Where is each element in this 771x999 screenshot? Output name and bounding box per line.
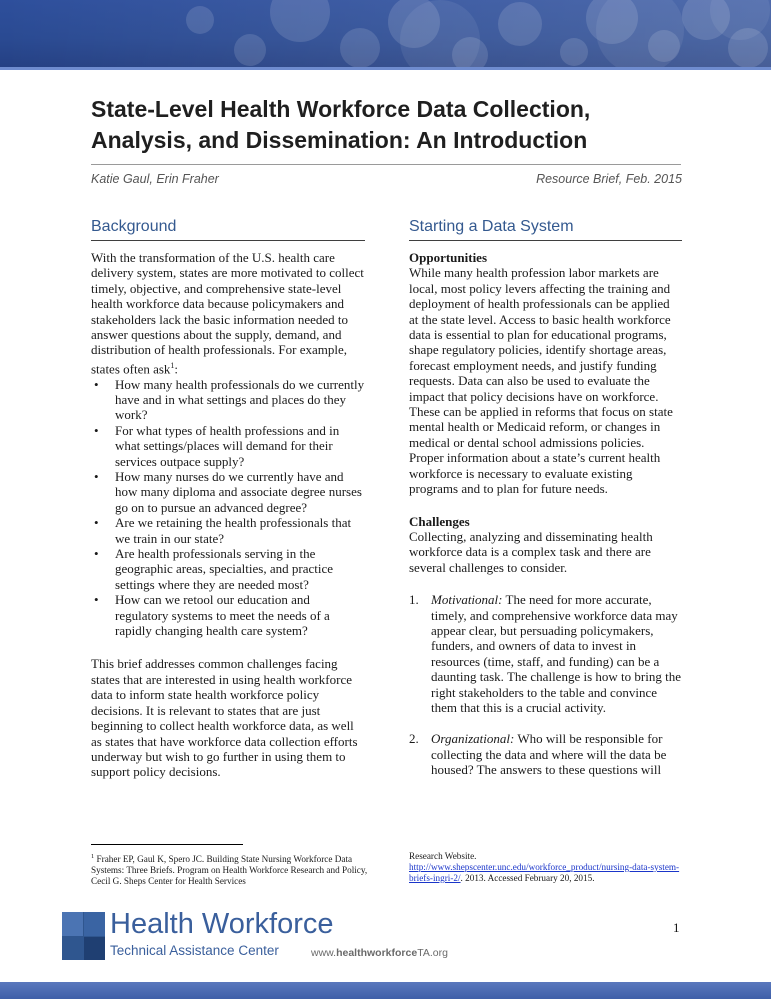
background-heading-rule (91, 240, 365, 241)
document-title (91, 94, 691, 156)
footnote-ref[interactable]: 1 (170, 360, 175, 370)
starting-heading-rule (409, 240, 682, 241)
list-item: • How many nurses do we currently have and how many diploma and associate degree nurses go on to pursue an advanced degree? (94, 469, 362, 515)
list-item: • How many health professionals do we currently have and in what settings and places do they work? (94, 376, 365, 423)
authors: Katie Gaul, Erin Fraher (91, 172, 219, 186)
footer-url[interactable]: www.healthworkforceTA.org (311, 947, 448, 959)
title-line-1: State-Level Health Workforce Data Collection, (91, 96, 591, 122)
opportunities-heading: Opportunities (409, 250, 488, 265)
challenges-heading: Challenges (409, 513, 470, 529)
list-item: • How can we retool our education and regulatory systems to meet the needs of a rapidly changing health care system? (94, 592, 330, 639)
footnote-separator (91, 844, 243, 845)
footnote-link[interactable]: http://www.shepscenter.unc.edu/workforce_product/nursing-data-system-briefs-ingri-2/ (409, 862, 680, 883)
list-item: • For what types of health professions and in what settings/places will demand for their services outpace supply? (94, 422, 340, 469)
bullet-icon: • (94, 422, 99, 438)
brief-info: Resource Brief, Feb. 2015 (536, 172, 682, 186)
challenge-label: Motivational: (431, 592, 503, 608)
opportunities-text: While many health profession labor markets are local, most policy levers affecting the training and deployment of health professionals can be applied at the state level. Access to basic health workforce data is essential to plan for educational programs, shape regulatory policies, identify shortage areas, forecast employment needs, and justify funding requests. Data can also be used to evaluate the impact that policy decisions have on workforce. These can be applied in reforms that focus on state mental health or Medicaid reform, or changes in medical or dental school admissions policies. Proper information about a state’s current health workforce is necessary to evaluate existing programs and to plan for future needs. (409, 265, 673, 497)
background-question-list (91, 377, 365, 639)
logo-subtitle: Technical Assistance Center (110, 943, 279, 958)
challenge-text: Who will be responsible for collecting the data and where will the data be housed? The answers to these questions will (431, 731, 667, 778)
bullet-icon: • (94, 376, 99, 392)
bullet-icon: • (94, 546, 99, 562)
starting-column (409, 250, 681, 778)
background-intro: With the transformation of the U.S. health care delivery system, states are more motivated to collect timely, objective, and comprehensive state-level health workforce data because policymakers and stakeholders lack the basic information needed to answer questions about the supply, demand, and distribution of health professionals. For example, states often ask$^1$: (91, 250, 364, 377)
bullet-icon: • (94, 469, 99, 485)
title-rule (91, 164, 681, 165)
header-banner (0, 0, 771, 70)
list-number: 1. (409, 592, 419, 608)
page-number: 1 (673, 920, 680, 935)
background-column (91, 250, 365, 780)
background-closing: This brief addresses common challenges facing states that are interested in using health workforce data to inform state health workforce policy decisions. It is relevant to states that are just beginning to collect health workforce data, as well as states that have workforce data collection efforts underway but wish to go further in using them to support policy decisions. (91, 656, 358, 780)
background-heading: Background (91, 218, 177, 235)
list-number: 2. (409, 731, 419, 747)
bullet-icon: • (94, 592, 99, 608)
challenge-label: Organizational: (431, 731, 515, 747)
footnote-mark: 1 (91, 853, 95, 860)
list-item (409, 592, 681, 715)
challenges-intro: Collecting, analyzing and disseminating health workforce data is a complex task and there are several challenges to consider. (409, 528, 653, 575)
logo-title: Health Workforce (110, 908, 334, 940)
challenge-text: The need for more accurate, timely, and comprehensive workforce data may appear clear, but persuading policymakers, funders, and owners of data to invest in resources (time, staff, and funding) can be a daunting task. The challenge is how to bring the right stakeholders to the table and convince them that this is a crucial activity. (431, 592, 681, 715)
title-line-2: Analysis, and Dissemination: An Introduction (91, 127, 588, 153)
footer-bar (0, 982, 771, 999)
list-item: • Are we retaining the health professionals that we train in our state? (94, 515, 352, 546)
bullet-icon: • (94, 515, 99, 531)
list-item: • Are health professionals serving in the geographic areas, specialties, and practice settings where they are needed most? (94, 546, 333, 592)
footnote-right: Research Website. http://www.shepscenter.unc.edu/workforce_product/nursing-data-system-briefs-ingri-2/. 2013. Accessed February 20, 2015. (409, 851, 680, 883)
list-item (409, 731, 681, 777)
footnote-left: $^1$ Fraher EP, Gaul K, Spero JC. Building State Nursing Workforce Data Systems: Three Briefs. Program on Health Workforce Research and Policy, Cecil G. Sheps Center for Health Services (91, 853, 368, 887)
health-workforce-logo-icon (62, 912, 105, 960)
starting-heading: Starting a Data System (409, 218, 574, 235)
challenges-list (409, 592, 681, 777)
